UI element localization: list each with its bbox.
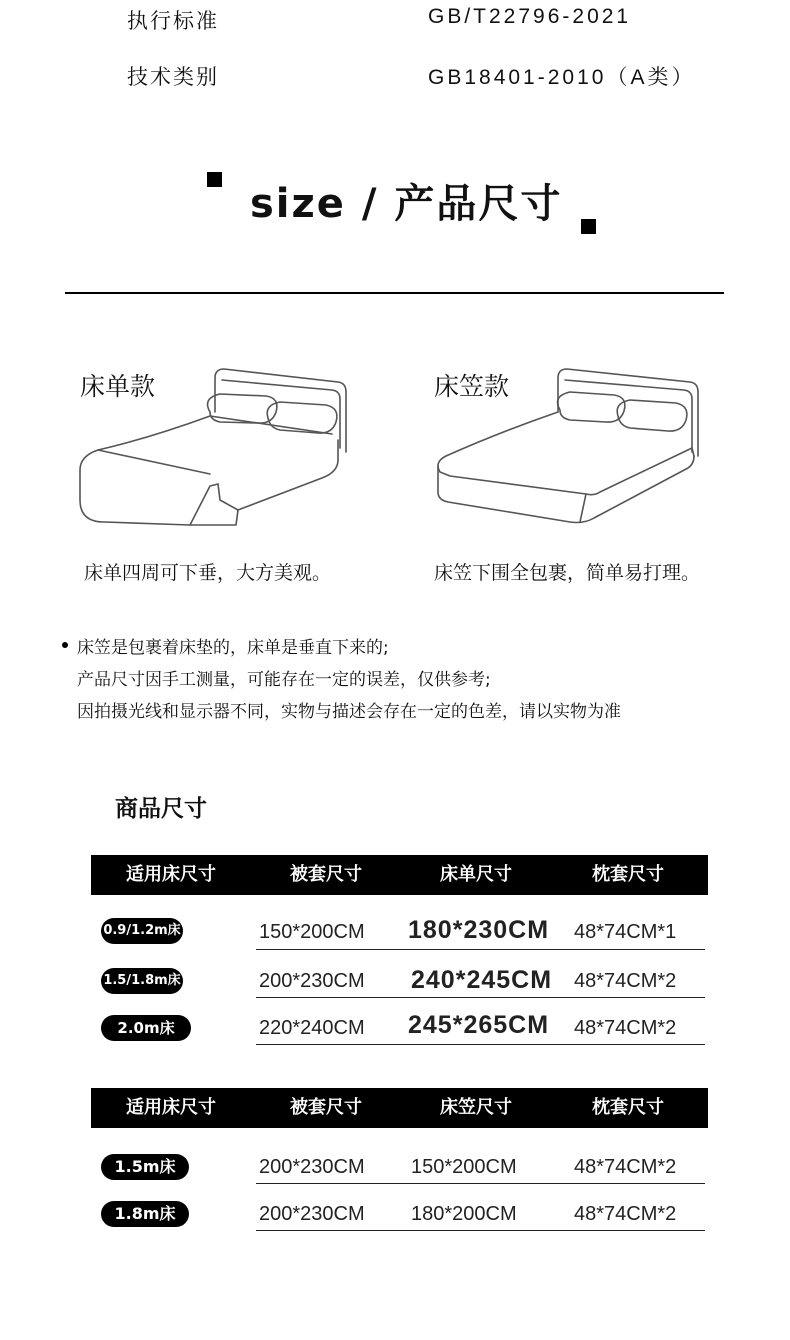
pillow-size: 48*74CM*2: [574, 1203, 677, 1225]
row-divider: [256, 1230, 705, 1231]
bed-size-badge: 1.5m床: [101, 1154, 189, 1180]
notes-bullet: [62, 642, 68, 648]
fitted-sheet-caption: 床笠下围全包裹，简单易打理。: [434, 562, 701, 584]
table1-header-duvet: 被套尺寸: [290, 864, 362, 885]
sheet-size: 240*245CM: [411, 966, 553, 994]
table2-header-duvet: 被套尺寸: [290, 1097, 362, 1118]
flat-sheet-caption: 床单四周可下垂，大方美观。: [84, 562, 332, 584]
duvet-size: 150*200CM: [259, 921, 365, 943]
pillow-size: 48*74CM*1: [574, 921, 677, 943]
note-line: 床笠是包裹着床垫的，床单是垂直下来的;: [77, 638, 389, 658]
table-row: [91, 1138, 708, 1184]
duvet-size: 200*230CM: [259, 970, 365, 992]
pillow-size: 48*74CM*2: [574, 1017, 677, 1039]
fitted-sheet-size: 180*200CM: [411, 1203, 517, 1225]
sheet-size: 180*230CM: [408, 916, 550, 944]
fitted-sheet-style-name: 床笠款: [434, 372, 510, 401]
table-row: [91, 904, 708, 950]
fitted-sheet-bed-icon: [430, 360, 710, 535]
pillow-size: 48*74CM*2: [574, 1156, 677, 1178]
table2-header-bed: 适用床尺寸: [126, 1097, 216, 1118]
section-title: size / 产品尺寸: [250, 181, 563, 227]
title-square-left: [207, 172, 222, 187]
notes-list: [77, 632, 777, 728]
bed-size-badge: 1.8m床: [101, 1201, 189, 1227]
table2-header: [91, 1088, 708, 1128]
table-row: [91, 999, 708, 1045]
table1-header-sheet: 床单尺寸: [440, 864, 512, 885]
table-row: [91, 1185, 708, 1231]
flat-sheet-style-name: 床单款: [80, 372, 156, 401]
pillow-size: 48*74CM*2: [574, 970, 677, 992]
table-row: [91, 952, 708, 998]
goods-size-title: 商品尺寸: [115, 796, 207, 822]
table2-header-fitted: 床笠尺寸: [440, 1097, 512, 1118]
note-line: 产品尺寸因手工测量，可能存在一定的误差，仅供参考;: [77, 670, 491, 690]
row-divider: [256, 949, 705, 950]
row-divider: [256, 1183, 705, 1184]
title-square-right: [581, 219, 596, 234]
table2-header-pillow: 枕套尺寸: [592, 1097, 664, 1118]
spec-label-standard: 执行标准: [127, 9, 219, 33]
spec-value-category: GB18401-2010（A类）: [428, 66, 696, 89]
bed-size-badge: 0.9/1.2m床: [101, 918, 183, 944]
table1-header-bed: 适用床尺寸: [126, 864, 216, 885]
note-line: 因拍摄光线和显示器不同，实物与描述会存在一定的色差，请以实物为准: [77, 702, 621, 722]
spec-value-standard: GB/T22796-2021: [428, 5, 632, 28]
table1-header: [91, 855, 708, 895]
table1-header-pillow: 枕套尺寸: [592, 864, 664, 885]
duvet-size: 200*230CM: [259, 1203, 365, 1225]
bed-size-badge: 2.0m床: [101, 1015, 191, 1041]
section-divider: [65, 292, 724, 294]
bed-size-badge: 1.5/1.8m床: [101, 968, 183, 994]
duvet-size: 220*240CM: [259, 1017, 365, 1039]
fitted-sheet-size: 150*200CM: [411, 1156, 517, 1178]
sheet-size: 245*265CM: [408, 1011, 550, 1039]
duvet-size: 200*230CM: [259, 1156, 365, 1178]
row-divider: [256, 1044, 705, 1045]
row-divider: [256, 997, 705, 998]
flat-sheet-bed-icon: [70, 360, 360, 535]
spec-label-category: 技术类别: [127, 65, 219, 89]
